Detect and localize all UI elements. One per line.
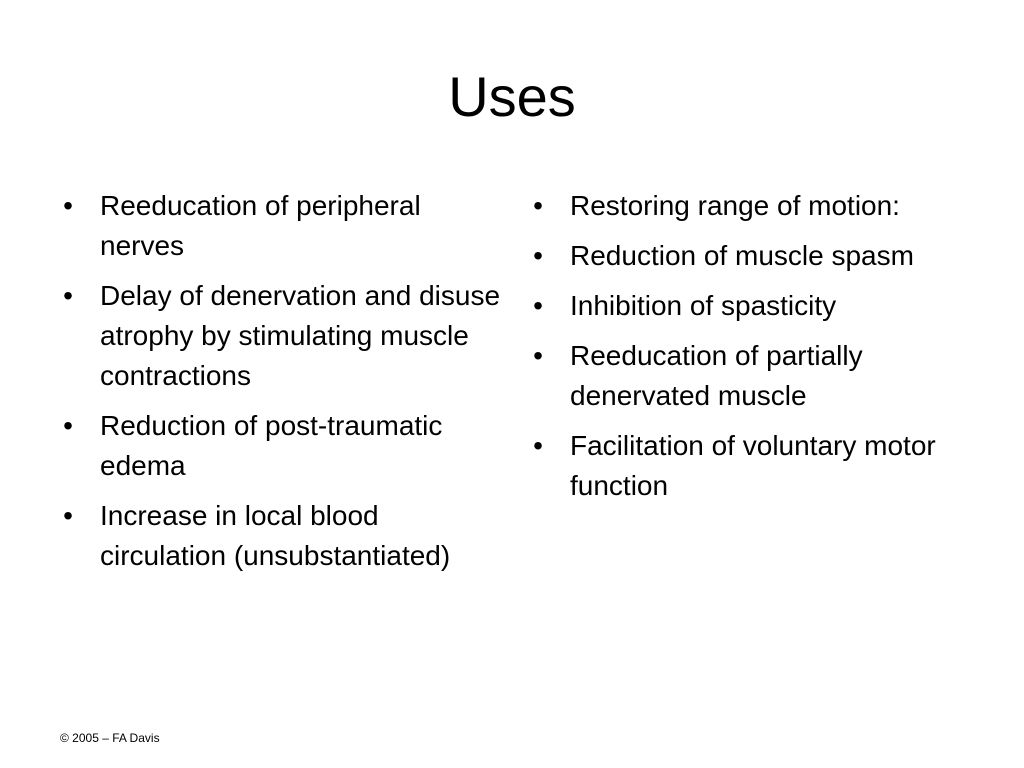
bullet-icon: • <box>533 340 543 371</box>
bullet-icon: • <box>63 190 73 221</box>
list-item <box>528 286 968 326</box>
bullet-icon: • <box>533 290 543 321</box>
list-item-text: Facilitation of voluntary motor function <box>570 430 936 501</box>
list-item-text: Reduction of post-traumatic edema <box>100 410 443 481</box>
bullet-icon: • <box>533 430 543 461</box>
list-item <box>58 276 508 396</box>
list-item-text: Reeducation of partially denervated muscle <box>570 340 863 411</box>
bullet-icon: • <box>63 280 73 311</box>
slide-title: Uses <box>448 65 576 128</box>
list-item <box>528 336 968 416</box>
list-item-text: Restoring range of motion: <box>570 190 900 221</box>
bullet-icon: • <box>533 240 543 271</box>
copyright-footer: © 2005 – FA Davis <box>60 731 160 745</box>
list-item <box>528 426 968 506</box>
list-item <box>58 496 508 576</box>
list-item <box>528 186 968 226</box>
bullet-icon: • <box>63 500 73 531</box>
list-item-text: Reeducation of peripheral nerves <box>100 190 421 261</box>
list-item-text: Reduction of muscle spasm <box>570 240 914 271</box>
bullet-icon: • <box>63 410 73 441</box>
bullet-icon: • <box>533 190 543 221</box>
list-item <box>58 186 508 266</box>
list-item-text: Delay of denervation and disuse atrophy by stimulating muscle contractions <box>100 280 501 391</box>
list-item-text: Inhibition of spasticity <box>570 290 837 321</box>
right-bullet-list <box>528 186 968 516</box>
list-item <box>528 236 968 276</box>
list-item-text: Increase in local blood circulation (unsubstantiated) <box>100 500 451 571</box>
list-item <box>58 406 508 486</box>
left-bullet-list <box>58 186 508 586</box>
